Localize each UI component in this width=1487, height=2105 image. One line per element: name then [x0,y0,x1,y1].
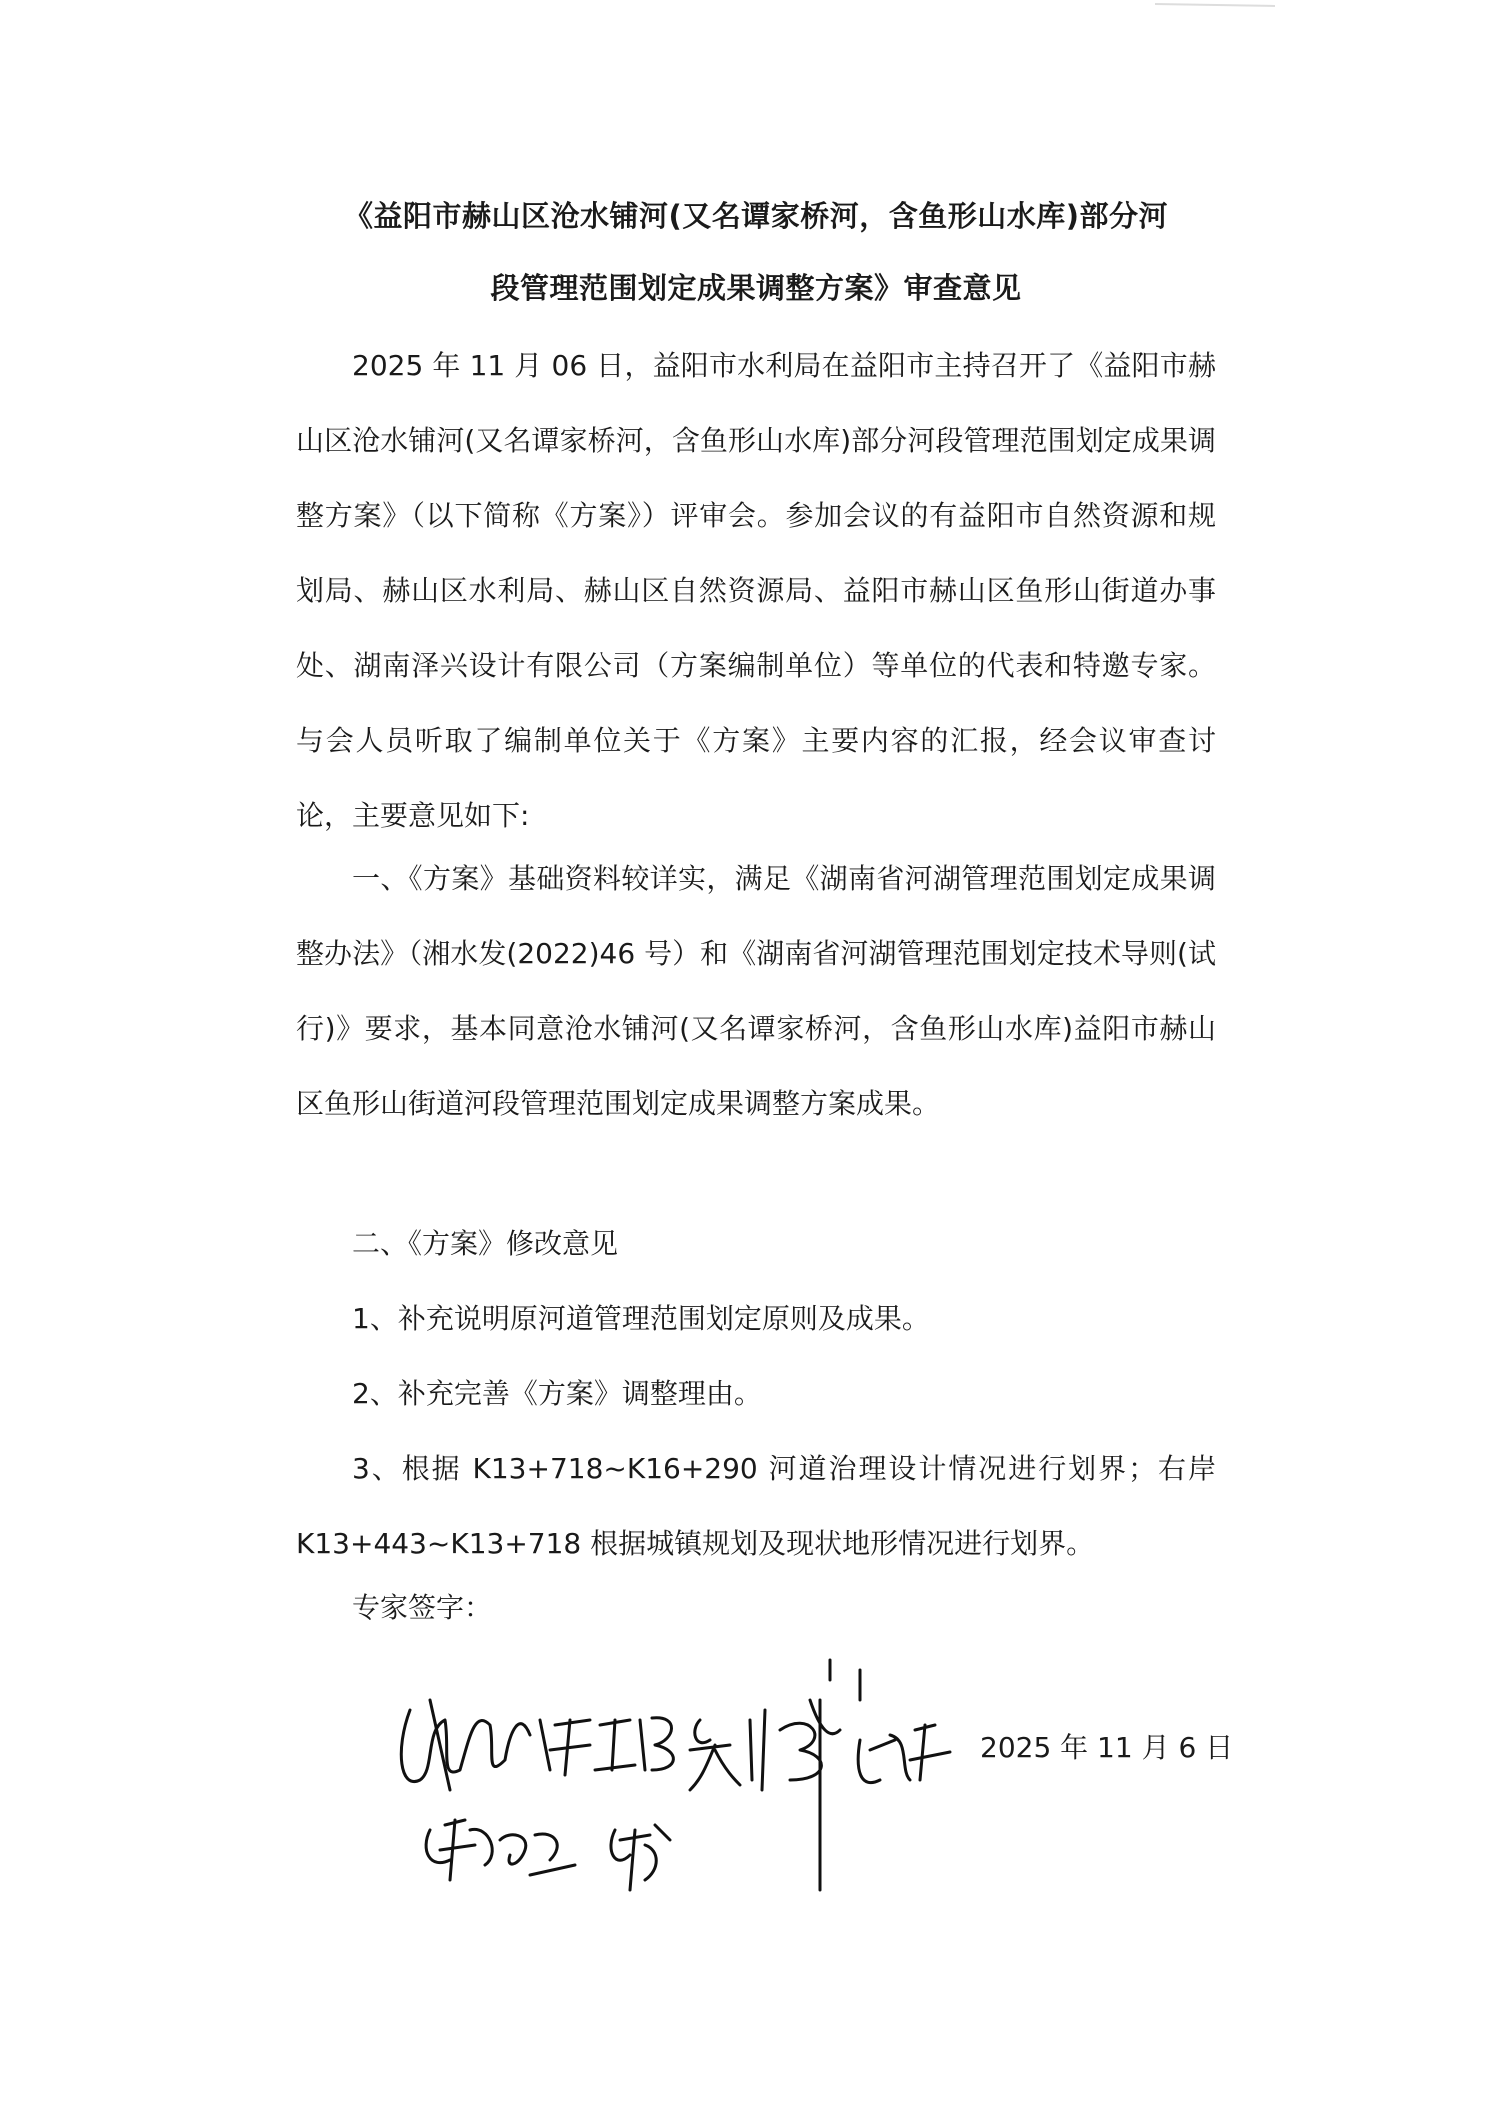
scan-edge-mark [1150,0,1280,10]
signature-label [296,1570,1216,1645]
opinion-point-2-text: 二、《方案》修改意见 [352,1227,619,1260]
revision-item-1 [296,1281,1216,1356]
signing-date: 2025 年 11 月 6 日 [980,1731,1234,1764]
revision-item-3-text: 3、根据 K13+718~K16+290 河道治理设计情况进行划界；右岸 K13+443~K13+718 根据城镇规划及现状地形情况进行划界。 [296,1452,1216,1560]
expert-signatures [390,1640,1010,1900]
signature-label-text: 专家签字： [352,1591,493,1624]
revision-item-2-text: 2、补充完善《方案》调整理由。 [352,1377,762,1410]
intro-text: 2025 年 11 月 06 日，益阳市水利局在益阳市主持召开了《益阳市赫山区沧水铺河(又名谭家桥河，含鱼形山水库)部分河段管理范围划定成果调整方案》（以下简称《方案》）评审会。参加会议的有益阳市自然资源和规划局、赫山区水利局、赫山区自然资源局、益阳市赫山区鱼形山街道办事处、湖南泽兴设计有限公司（方案编制单位）等单位的代表和特邀专家。与会人员听取了编制单位关于《方案》主要内容的汇报，经会议审查讨论，主要意见如下: [296,349,1216,832]
revision-item-1-text: 1、补充说明原河道管理范围划定原则及成果。 [352,1302,930,1335]
intro-paragraph [296,328,1216,853]
document-title-line-2: 段管理范围划定成果调整方案》审查意见 [490,271,1022,305]
handwritten-signatures-image [390,1640,1010,1900]
document-title-line-1: 《益阳市赫山区沧水铺河(又名谭家桥河，含鱼形山水库)部分河 [343,199,1168,233]
opinion-point-2 [296,1206,1216,1281]
opinion-point-1-text: 一、《方案》基础资料较详实，满足《湖南省河湖管理范围划定成果调整办法》（湘水发(2022)46 号）和《湖南省河湖管理范围划定技术导则(试行)》要求，基本同意沧水铺河(又名谭家桥河，含鱼形山水库)益阳市赫山区鱼形山街道河段管理范围划定成果调整方案成果。 [296,862,1216,1120]
revision-item-3 [296,1431,1216,1581]
opinion-point-1 [296,841,1216,1141]
revision-item-2 [296,1356,1216,1431]
